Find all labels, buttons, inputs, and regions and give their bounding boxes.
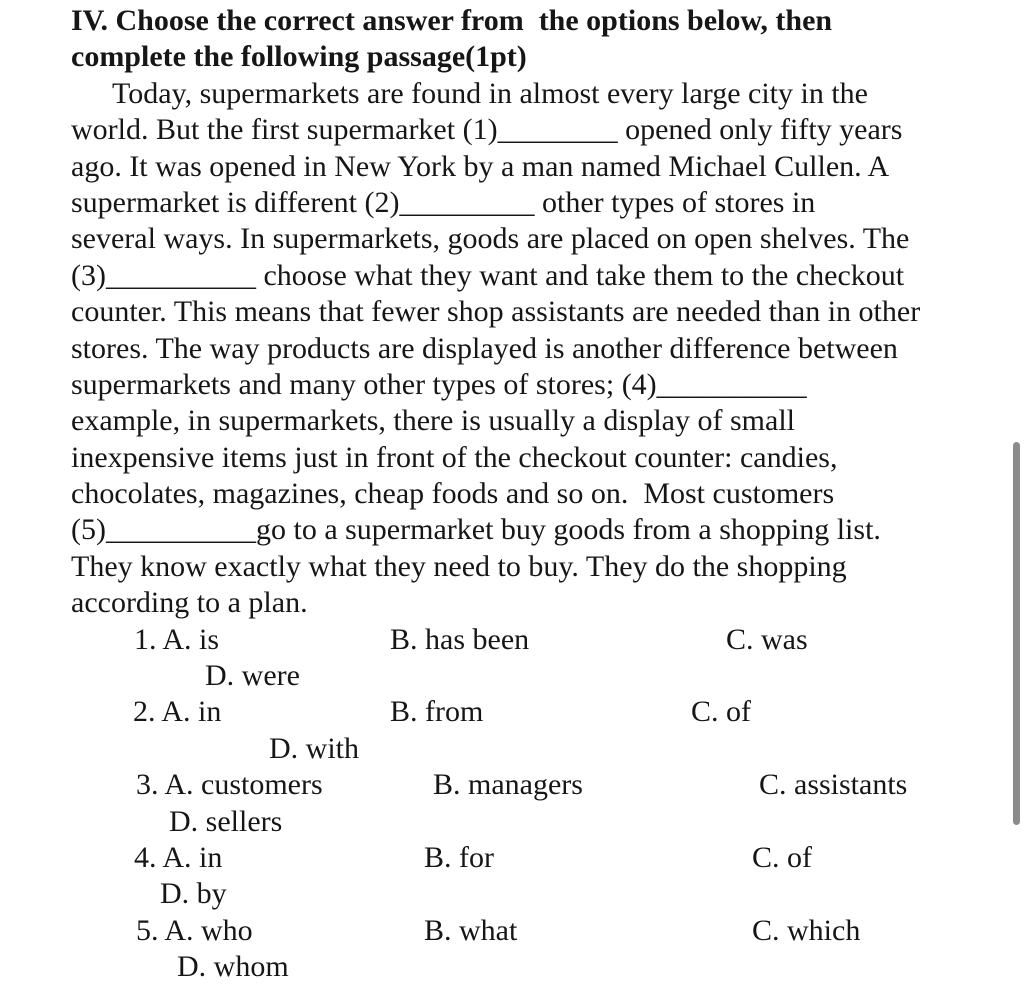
question-row-3 [71, 767, 1024, 803]
option-4c: C. of [752, 840, 812, 874]
passage-line: inexpensive items just in front of the checkout counter: candies, [71, 440, 838, 474]
question-row-5d [71, 949, 1024, 985]
passage-line: (3)__________ choose what they want and take them to the checkout [71, 258, 905, 292]
passage-line: ago. It was opened in New York by a man named Michael Cullen. A [71, 149, 890, 183]
option-3c: C. assistants [759, 768, 908, 802]
option-1b: B. has been [390, 622, 530, 656]
passage-line: world. But the first supermarket (1)________ opened only fifty years [71, 113, 903, 147]
option-2c: C. of [691, 695, 751, 729]
option-5a: 5. A. who [136, 913, 253, 947]
option-1d: D. were [205, 659, 300, 693]
passage-line: counter. This means that fewer shop assistants are needed than in other [71, 295, 921, 329]
option-2a: 2. A. in [133, 695, 222, 729]
passage-line: Today, supermarkets are found in almost every large city in the [112, 76, 868, 110]
option-4b: B. for [424, 840, 494, 874]
option-2b: B. from [390, 695, 484, 729]
question-row-2d [71, 731, 1024, 767]
passage-line: according to a plan. [71, 586, 308, 620]
passage-line: example, in supermarkets, there is usually a display of small [71, 404, 795, 438]
scrollbar-thumb[interactable] [1013, 442, 1020, 825]
question-row-4 [71, 840, 1024, 876]
option-3d: D. sellers [169, 804, 283, 838]
option-1a: 1. A. is [134, 622, 220, 656]
option-4a: 4. A. in [134, 840, 223, 874]
passage-line: They know exactly what they need to buy. They do the shopping [71, 549, 847, 583]
option-4d: D. by [160, 877, 227, 911]
passage-line: supermarket is different (2)_________ other types of stores in [71, 185, 816, 219]
question-row-5 [71, 913, 1024, 949]
passage-line: stores. The way products are displayed is another difference between [71, 331, 898, 365]
option-5c: C. which [752, 913, 861, 947]
document-content [71, 3, 1024, 986]
section-heading-line-2: complete the following passage(1pt) [71, 40, 527, 74]
passage-line: (5)__________go to a supermarket buy goods from a shopping list. [71, 513, 881, 547]
option-2d: D. with [269, 731, 359, 765]
question-row-2 [71, 694, 1024, 730]
passage-line: chocolates, magazines, cheap foods and so on. Most customers [71, 477, 835, 511]
option-3b: B. managers [433, 768, 583, 802]
option-5d: D. whom [177, 950, 289, 984]
option-3a: 3. A. customers [136, 768, 323, 802]
option-5b: B. what [424, 913, 518, 947]
passage-line: several ways. In supermarkets, goods are placed on open shelves. The [71, 222, 910, 256]
passage-line: supermarkets and many other types of stores; (4)__________ [71, 367, 807, 401]
question-row-1 [71, 622, 1024, 658]
option-1c: C. was [726, 622, 808, 656]
question-row-1d [71, 658, 1024, 694]
question-row-4d [71, 876, 1024, 912]
section-heading-line-1: IV. Choose the correct answer from the options below, then [71, 4, 833, 37]
question-row-3d [71, 804, 1024, 840]
